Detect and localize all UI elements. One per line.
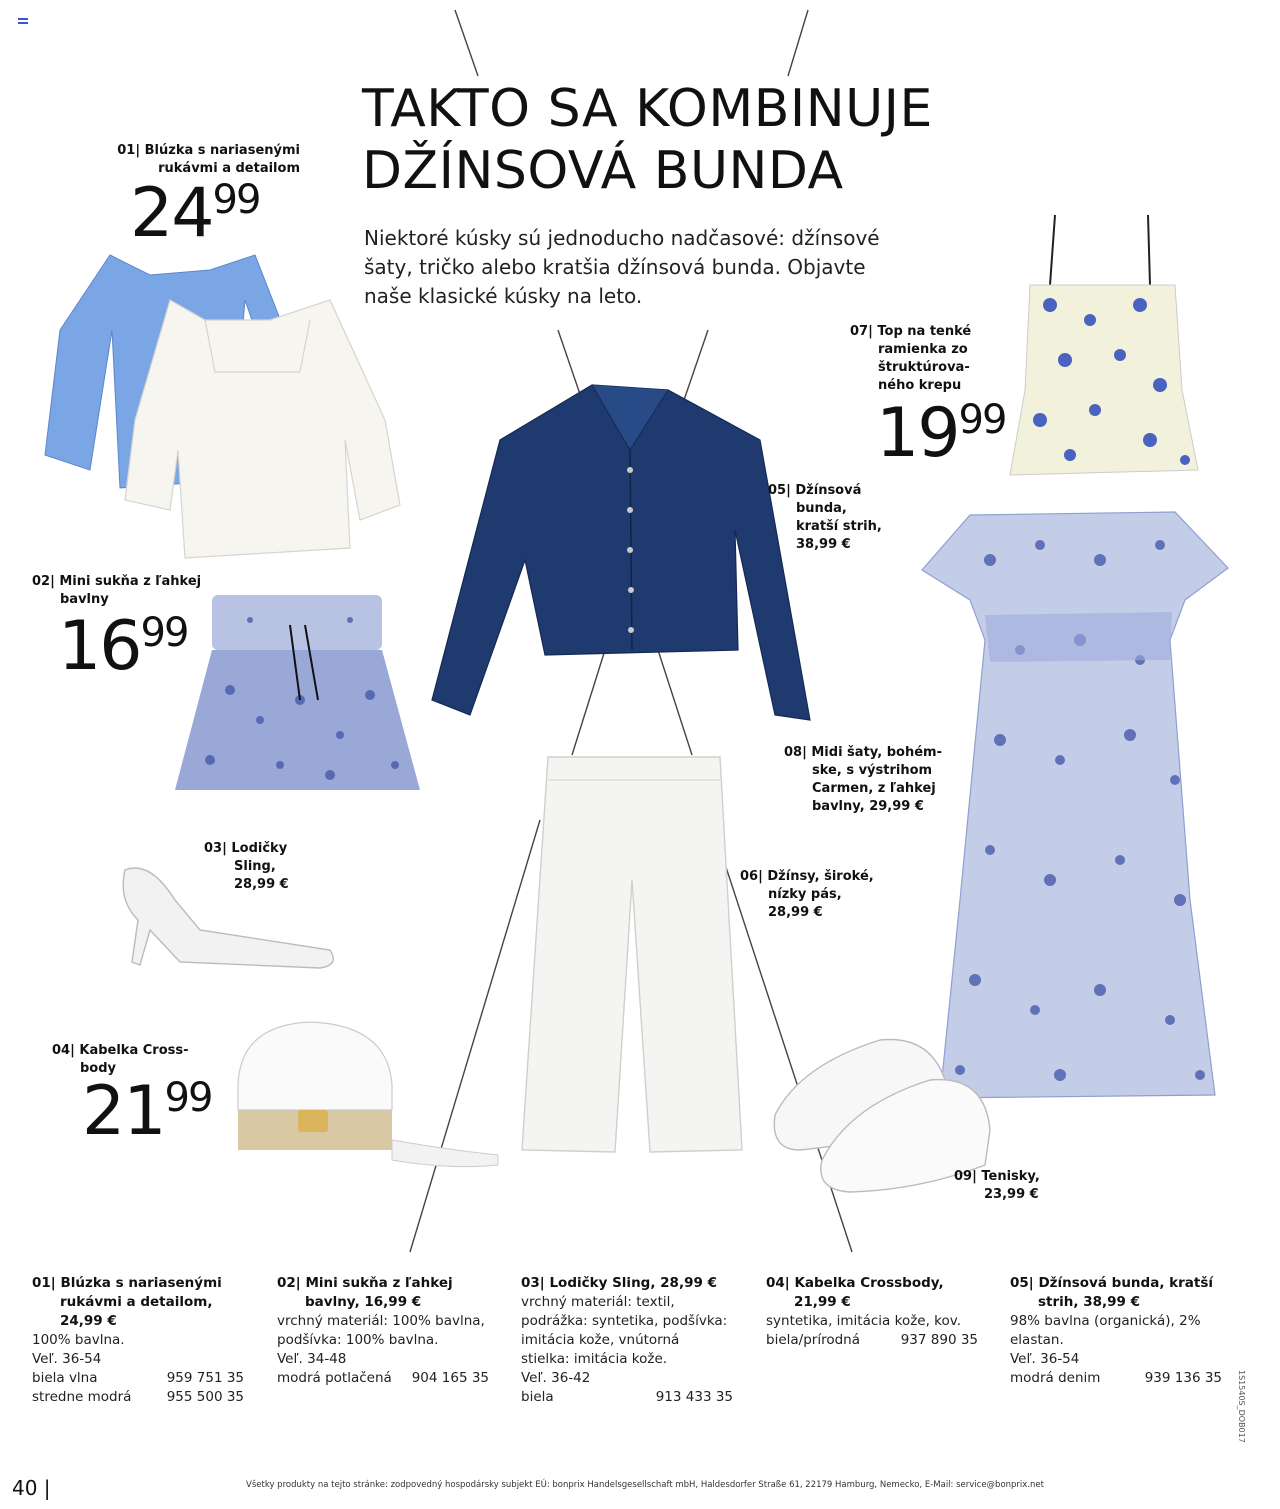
white-jeans-image [522, 757, 742, 1152]
spec-number: 05 [1010, 1275, 1029, 1291]
item-price-07 [876, 394, 1006, 473]
spec-head-line: 24,99 € [60, 1313, 117, 1329]
spec-color: biela [521, 1389, 554, 1405]
item-number: 05 [768, 483, 787, 498]
spec-line: stielka: imitácia kože. [521, 1351, 668, 1367]
spec-number: 02 [277, 1275, 296, 1291]
blouse-white-image [125, 300, 400, 558]
item-number: 01 [117, 143, 136, 158]
item-label-line: ného krepu [878, 378, 962, 393]
spec-head-line: Lodičky Sling, 28,99 € [549, 1275, 717, 1291]
spec-head-line: 21,99 € [794, 1294, 851, 1310]
item-label-line: kratší strih, [796, 519, 882, 534]
spec-line: syntetika, imitácia kože, kov. [766, 1313, 962, 1329]
spec-row [521, 1388, 733, 1407]
spec-line: Veľ. 34-48 [277, 1351, 347, 1367]
item-number: 07 [850, 324, 869, 339]
item-label-line: 38,99 € [796, 537, 851, 552]
page-number: 40 | [12, 1476, 51, 1500]
item-label-04: 04| Kabelka Cross- body [52, 1042, 212, 1078]
spec-code: 955 500 35 [166, 1389, 244, 1405]
spec-row [1010, 1369, 1222, 1388]
spec-head-line: bavlny, 16,99 € [305, 1294, 422, 1310]
price-cents: 99 [164, 1075, 212, 1121]
spec-block-04: 04| Kabelka Crossbody, 21,99 € syntetika, imitácia kože, kov. biela/prírodná 937 890 35 [766, 1275, 978, 1348]
item-label-line: Carmen, z ľahkej [812, 781, 936, 796]
item-label-02: 02| Mini sukňa z ľahkej bavlny [32, 573, 222, 609]
price-cents: 99 [140, 610, 188, 656]
spec-row [32, 1388, 244, 1407]
side-code: 1S1540S_DOB017 [1237, 1370, 1246, 1443]
spec-block-02: 02| Mini sukňa z ľahkej bavlny, 16,99 € vrchný materiál: 100% bavlna, podšívka: 100% bavlna. Veľ. 34-48 modrá potlačená 904 165 35 [277, 1275, 489, 1386]
spec-row [277, 1369, 489, 1388]
price-cents: 99 [958, 397, 1006, 443]
spec-line: vrchný materiál: 100% bavlna, [277, 1313, 485, 1329]
item-number: 02 [32, 574, 51, 589]
item-label-line: Tenisky, [981, 1169, 1040, 1184]
item-label-line: Lodičky [231, 841, 288, 856]
footer-note: Všetky produkty na tejto stránke: zodpovedný hospodársky subjekt EÚ: bonprix Handelsgesellschaft mbH, Haldesdorfer Straße 61, 22179 Hamburg, Nemecko, E-Mail: service@bonprix.net [246, 1480, 1044, 1490]
spec-color: stredne modrá [32, 1389, 132, 1405]
price-main: 21 [82, 1072, 165, 1151]
crossbody-bag-image [238, 1022, 498, 1167]
item-number: 06 [740, 869, 759, 884]
item-label-line: bavlny [60, 592, 109, 607]
spec-number: 01 [32, 1275, 51, 1291]
item-label-line: 28,99 € [768, 905, 823, 920]
price-main: 16 [58, 607, 141, 686]
item-label-line: Sling, [234, 859, 276, 874]
spec-line: 100% bavlna. [32, 1332, 125, 1348]
item-number: 08 [784, 745, 803, 760]
spec-color: modrá potlačená [277, 1370, 392, 1386]
item-label-05: 05| Džínsová bunda, kratší strih, 38,99 € [768, 482, 888, 554]
spec-head-line: Mini sukňa z ľahkej [305, 1275, 453, 1291]
page-number-value: 40 [12, 1476, 38, 1500]
item-label-08: 08| Midi šaty, bohém- ske, s výstrihom Carmen, z ľahkej bavlny, 29,99 € [784, 744, 954, 816]
spec-line: elastan. [1010, 1332, 1064, 1348]
spec-color: modrá denim [1010, 1370, 1101, 1386]
spec-line: vrchný materiál: textil, [521, 1294, 675, 1310]
spec-code: 904 165 35 [411, 1370, 489, 1386]
page-title [362, 78, 1002, 202]
spec-color: biela/prírodná [766, 1332, 860, 1348]
price-cents: 99 [212, 177, 260, 223]
item-price-02 [58, 607, 188, 686]
spec-head-line: strih, 38,99 € [1038, 1294, 1141, 1310]
spec-code: 937 890 35 [900, 1332, 978, 1348]
item-label-line: bavlny, 29,99 € [812, 799, 924, 814]
item-label-line: Blúzka s nariasenými [144, 143, 300, 158]
spec-row [32, 1369, 244, 1388]
spec-head-line: rukávmi a detailom, [60, 1294, 213, 1310]
item-label-line: štruktúrova- [878, 360, 970, 375]
item-label-line: Džínsy, široké, [767, 869, 874, 884]
item-label-line: Mini sukňa z ľahkej [59, 574, 202, 589]
spec-line: Veľ. 36-54 [1010, 1351, 1080, 1367]
spec-line: Veľ. 36-42 [521, 1370, 591, 1386]
item-label-line: Džínsová [795, 483, 862, 498]
item-label-line: rukávmi a detailom [158, 161, 300, 176]
spec-number: 03 [521, 1275, 540, 1291]
item-label-line: Top na tenké [877, 324, 972, 339]
spec-code: 939 136 35 [1144, 1370, 1222, 1386]
item-label-line: 28,99 € [234, 877, 289, 892]
skirt-image [175, 595, 420, 790]
spec-line: Veľ. 36-54 [32, 1351, 102, 1367]
item-label-line: 23,99 € [984, 1187, 1039, 1202]
item-label-line: Kabelka Cross- [79, 1043, 189, 1058]
title-line-2: DŽÍNSOVÁ BUNDA [362, 141, 844, 201]
floral-top-image [1010, 215, 1198, 475]
item-label-09: 09| Tenisky, 23,99 € [954, 1168, 1074, 1204]
item-label-line: body [80, 1061, 117, 1076]
item-number: 04 [52, 1043, 71, 1058]
spec-head-line: Kabelka Crossbody, [794, 1275, 944, 1291]
item-label-line: ramienka zo [878, 342, 968, 357]
spec-row [766, 1331, 978, 1350]
item-label-06: 06| Džínsy, široké, nízky pás, 28,99 € [740, 868, 890, 922]
spec-head-line: Blúzka s nariasenými [60, 1275, 222, 1291]
intro-text: Niektoré kúsky sú jednoducho nadčasové: džínsové šaty, tričko alebo kratšia džínsová bunda. Objavte naše klasické kúsky na leto. [364, 226, 880, 308]
spec-line: 98% bavlna (organická), 2% [1010, 1313, 1201, 1329]
spec-line: podšívka: 100% bavlna. [277, 1332, 439, 1348]
item-number: 03 [204, 841, 223, 856]
spec-color: biela vlna [32, 1370, 98, 1386]
spec-block-05: 05| Džínsová bunda, kratší strih, 38,99 € 98% bavlna (organická), 2% elastan. Veľ. 36-54 modrá denim 939 136 35 [1010, 1275, 1222, 1386]
item-label-03: 03| Lodičky Sling, 28,99 € [204, 840, 314, 894]
spec-code: 959 751 35 [166, 1370, 244, 1386]
item-price-04 [82, 1072, 212, 1151]
item-label-line: nízky pás, [768, 887, 842, 902]
price-main: 24 [130, 174, 213, 253]
item-number: 09 [954, 1169, 973, 1184]
spec-block-03: 03| Lodičky Sling, 28,99 € vrchný materiál: textil, podrážka: syntetika, podšívka: imitácia kože, vnútorná stielka: imitácia kože. Veľ. 36-42 biela 913 433 35 [521, 1275, 733, 1405]
midi-dress-image [922, 512, 1228, 1098]
item-label-line: Midi šaty, bohém- [811, 745, 942, 760]
item-label-line: bunda, [796, 501, 847, 516]
title-line-1: TAKTO SA KOMBINUJE [362, 79, 933, 139]
spec-block-01: 01| Blúzka s nariasenými rukávmi a detailom, 24,99 € 100% bavlna. Veľ. 36-54 biela vlna 959 751 35 stredne modrá 955 500 35 [32, 1275, 244, 1405]
item-label-line: ske, s výstrihom [812, 763, 933, 778]
spec-line: podrážka: syntetika, podšívka: [521, 1313, 728, 1329]
price-main: 19 [876, 394, 959, 473]
item-label-01: 01| Blúzka s nariasenými rukávmi a detailom [100, 142, 300, 178]
spec-line: imitácia kože, vnútorná [521, 1332, 680, 1348]
item-price-01 [130, 174, 260, 253]
spec-head-line: Džínsová bunda, kratší [1038, 1275, 1214, 1291]
item-label-07: 07| Top na tenké ramienka zo štruktúrova- ného krepu [850, 323, 990, 395]
spec-code: 913 433 35 [655, 1389, 733, 1405]
denim-jacket-image [432, 385, 810, 720]
spec-number: 04 [766, 1275, 785, 1291]
